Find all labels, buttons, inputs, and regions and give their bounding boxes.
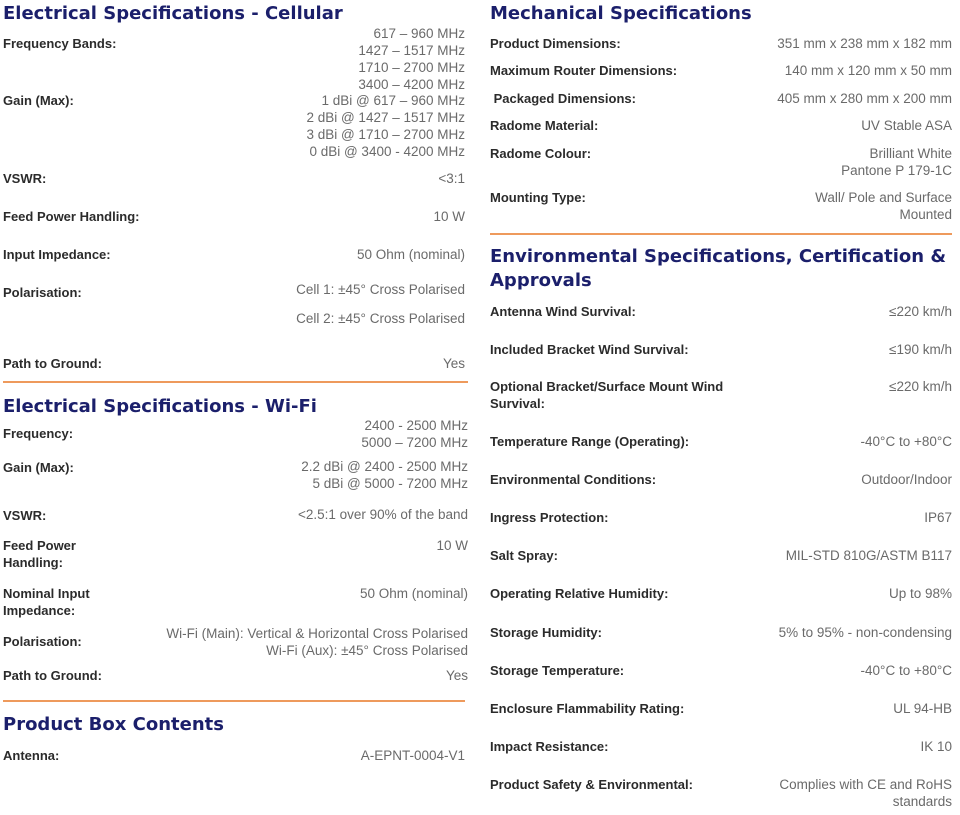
spec-label-wifi-impedance: Nominal Input Impedance:	[3, 586, 90, 618]
spec-value-optional-bracket-wind: ≤220 km/h	[889, 379, 952, 394]
spec-value-wifi-path-to-ground: Yes	[445, 668, 468, 683]
spec-value-bracket-wind-survival: ≤190 km/h	[889, 342, 952, 357]
section-divider	[3, 381, 468, 383]
spec-label-vswr: VSWR:	[3, 171, 47, 186]
spec-label-impact-resistance: Impact Resistance:	[490, 739, 609, 754]
spec-value-flammability-rating: UL 94-HB	[893, 701, 952, 716]
spec-label-gain-max: Gain (Max):	[3, 93, 74, 108]
spec-value-environmental-conditions: Outdoor/Indoor	[861, 472, 952, 487]
spec-value-wifi-gain: 2.2 dBi @ 2400 - 2500 MHz 5 dBi @ 5000 - 7200 MHz	[301, 459, 468, 491]
spec-value-storage-temperature: -40°C to +80°C	[860, 663, 952, 678]
spec-label-product-safety: Product Safety & Environmental:	[490, 777, 693, 792]
spec-value-wifi-impedance: 50 Ohm (nominal)	[359, 586, 468, 601]
spec-label-storage-humidity: Storage Humidity:	[490, 625, 602, 640]
spec-label-wifi-feed-power: Feed Power Handling:	[3, 538, 76, 570]
spec-value-operating-humidity: Up to 98%	[888, 586, 952, 601]
spec-label-mounting-type: Mounting Type:	[490, 190, 586, 205]
spec-label-product-dimensions: Product Dimensions:	[490, 36, 621, 51]
spec-value-antenna: A-EPNT-0004-V1	[360, 748, 465, 763]
spec-value-polarisation-cell1: Cell 1: ±45° Cross Polarised	[296, 282, 465, 297]
spec-label-input-impedance: Input Impedance:	[3, 247, 111, 262]
spec-label-radome-colour: Radome Colour:	[490, 146, 592, 161]
spec-label-radome-material: Radome Material:	[490, 118, 599, 133]
spec-value-impact-resistance: IK 10	[920, 739, 952, 754]
spec-label-wifi-vswr: VSWR:	[3, 508, 47, 523]
spec-value-radome-colour: Brilliant White Pantone P 179-1C	[841, 146, 952, 178]
section-title-box-contents: Product Box Contents	[3, 714, 224, 735]
spec-label-optional-bracket-wind: Optional Bracket/Surface Mount Wind Survival:	[490, 379, 724, 411]
spec-value-gain-max: 1 dBi @ 617 – 960 MHz 2 dBi @ 1427 – 1517 MHz 3 dBi @ 1710 – 2700 MHz 0 dBi @ 3400 - 4200 MHz	[306, 93, 465, 159]
spec-label-path-to-ground: Path to Ground:	[3, 356, 102, 371]
spec-value-feed-power: 10 W	[433, 209, 465, 224]
spec-value-path-to-ground: Yes	[442, 356, 465, 371]
spec-label-router-dimensions: Maximum Router Dimensions:	[490, 63, 678, 78]
section-divider	[3, 700, 465, 702]
spec-value-product-safety: Complies with CE and RoHS standards	[779, 777, 952, 809]
spec-value-mounting-type: Wall/ Pole and Surface Mounted	[815, 190, 952, 222]
spec-label-operating-humidity: Operating Relative Humidity:	[490, 586, 669, 601]
spec-value-product-dimensions: 351 mm x 238 mm x 182 mm	[777, 36, 952, 51]
spec-value-temperature-range: -40°C to +80°C	[860, 434, 952, 449]
spec-label-packaged-dimensions: Packaged Dimensions:	[490, 91, 636, 106]
spec-label-wifi-gain: Gain (Max):	[3, 460, 74, 475]
spec-label-environmental-conditions: Environmental Conditions:	[490, 472, 657, 487]
spec-label-bracket-wind-survival: Included Bracket Wind Survival:	[490, 342, 689, 357]
section-title-environmental: Environmental Specifications, Certification & Approvals	[490, 246, 947, 291]
spec-value-storage-humidity: 5% to 95% - non-condensing	[778, 625, 952, 640]
spec-label-wifi-path-to-ground: Path to Ground:	[3, 668, 102, 683]
spec-label-wifi-polarisation: Polarisation:	[3, 634, 82, 649]
spec-value-ingress-protection: IP67	[924, 510, 952, 525]
spec-value-frequency-bands: 617 – 960 MHz 1427 – 1517 MHz 1710 – 2700 MHz 3400 – 4200 MHz	[358, 26, 465, 92]
spec-label-flammability-rating: Enclosure Flammability Rating:	[490, 701, 685, 716]
spec-label-antenna-wind-survival: Antenna Wind Survival:	[490, 304, 636, 319]
spec-value-vswr: <3:1	[438, 171, 465, 186]
spec-value-wifi-polarisation: Wi-Fi (Main): Vertical & Horizontal Cross Polarised Wi-Fi (Aux): ±45° Cross Polarised	[166, 626, 468, 658]
spec-value-wifi-frequency: 2400 - 2500 MHz 5000 – 7200 MHz	[361, 418, 468, 450]
spec-label-feed-power: Feed Power Handling:	[3, 209, 140, 224]
spec-value-antenna-wind-survival: ≤220 km/h	[889, 304, 952, 319]
spec-value-input-impedance: 50 Ohm (nominal)	[356, 247, 465, 262]
spec-value-wifi-vswr: <2.5:1 over 90% of the band	[297, 507, 468, 522]
spec-label-ingress-protection: Ingress Protection:	[490, 510, 609, 525]
spec-label-temperature-range: Temperature Range (Operating):	[490, 434, 690, 449]
spec-value-polarisation-cell2: Cell 2: ±45° Cross Polarised	[296, 311, 465, 326]
spec-label-polarisation: Polarisation:	[3, 285, 82, 300]
spec-label-frequency-bands: Frequency Bands:	[3, 36, 117, 51]
spec-label-storage-temperature: Storage Temperature:	[490, 663, 625, 678]
section-divider	[490, 233, 952, 235]
spec-value-router-dimensions: 140 mm x 120 mm x 50 mm	[784, 63, 952, 78]
spec-value-salt-spray: MIL-STD 810G/ASTM B117	[785, 548, 952, 563]
section-title-cellular: Electrical Specifications - Cellular	[3, 3, 343, 24]
spec-value-wifi-feed-power: 10 W	[436, 538, 468, 553]
spec-value-radome-material: UV Stable ASA	[861, 118, 952, 133]
spec-label-antenna: Antenna:	[3, 748, 60, 763]
section-title-wifi: Electrical Specifications - Wi-Fi	[3, 396, 317, 417]
spec-label-salt-spray: Salt Spray:	[490, 548, 558, 563]
spec-label-wifi-frequency: Frequency:	[3, 426, 74, 441]
section-title-mechanical: Mechanical Specifications	[490, 3, 752, 24]
spec-value-packaged-dimensions: 405 mm x 280 mm x 200 mm	[777, 91, 952, 106]
